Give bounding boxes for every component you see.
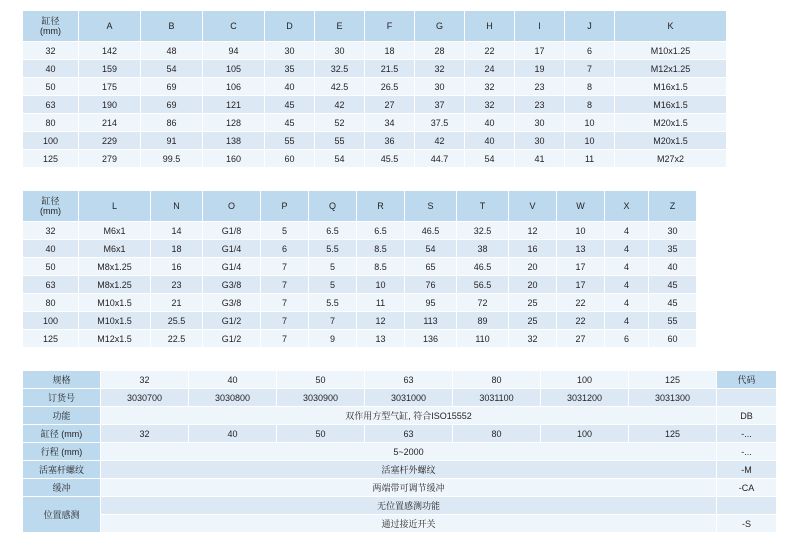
- stroke-value: 5~2000: [101, 443, 717, 461]
- cell: 10: [557, 222, 605, 240]
- cell: 17: [515, 42, 565, 60]
- cell: M10x1.5: [79, 312, 151, 330]
- cell: 6: [261, 240, 309, 258]
- cell: 34: [365, 114, 415, 132]
- cell: 8.5: [357, 258, 405, 276]
- cell: 80: [23, 294, 79, 312]
- cell: 3031100: [453, 389, 541, 407]
- cell: M12x1.5: [79, 330, 151, 348]
- cell: 7: [565, 60, 615, 78]
- table-row: [23, 96, 727, 114]
- table2-header-W: W: [557, 191, 605, 222]
- cell: 3030900: [277, 389, 365, 407]
- cushion-label: 缓冲: [23, 479, 101, 497]
- cell: 23: [515, 96, 565, 114]
- cell: 45: [649, 276, 697, 294]
- table-row: [23, 294, 697, 312]
- cell: 13: [357, 330, 405, 348]
- cell: 22: [557, 294, 605, 312]
- table-row: [23, 312, 697, 330]
- cell: 17: [557, 258, 605, 276]
- table1-header-G: G: [415, 11, 465, 42]
- cell: 138: [203, 132, 265, 150]
- position-sensing-row-2: [23, 515, 777, 533]
- cell: G1/2: [203, 330, 261, 348]
- cell: 110: [457, 330, 509, 348]
- cell: 27: [557, 330, 605, 348]
- cell: 55: [265, 132, 315, 150]
- cell: 28: [415, 42, 465, 60]
- cell: 60: [649, 330, 697, 348]
- table-row: [23, 114, 727, 132]
- cell: 128: [203, 114, 265, 132]
- cell: 3031300: [629, 389, 717, 407]
- cell: 3031000: [365, 389, 453, 407]
- cell: 21.5: [365, 60, 415, 78]
- table2-header-bore-line1: 缸径: [41, 195, 60, 206]
- position-sensing-value-1: 无位置感测功能: [101, 497, 717, 515]
- cell: 32: [465, 96, 515, 114]
- cell: 26.5: [365, 78, 415, 96]
- cell: 30: [515, 114, 565, 132]
- cell: 125: [23, 330, 79, 348]
- cell: M27x2: [615, 150, 727, 168]
- table2-header-T: T: [457, 191, 509, 222]
- cell: 37: [415, 96, 465, 114]
- cell: 99.5: [141, 150, 203, 168]
- cell: 32: [23, 42, 79, 60]
- cell: 40: [23, 240, 79, 258]
- cell: 45: [265, 114, 315, 132]
- table-row: [23, 78, 727, 96]
- order-no-label: 订货号: [23, 389, 101, 407]
- cell: 40: [465, 132, 515, 150]
- table1-header-J: J: [565, 11, 615, 42]
- cell: 22.5: [151, 330, 203, 348]
- cell: 21: [151, 294, 203, 312]
- table2-header-N: N: [151, 191, 203, 222]
- cell: 30: [415, 78, 465, 96]
- cell: 40: [23, 60, 79, 78]
- cell: 19: [515, 60, 565, 78]
- cell: 80: [453, 371, 541, 389]
- cell: 54: [141, 60, 203, 78]
- cushion-row: [23, 479, 777, 497]
- table2-header-V: V: [509, 191, 557, 222]
- cell: 54: [465, 150, 515, 168]
- table2-header-L: L: [79, 191, 151, 222]
- function-value: 双作用方型气缸, 符合ISO15552: [101, 407, 717, 425]
- order-no-row: [23, 389, 777, 407]
- cell: 100: [23, 132, 79, 150]
- cell: 32: [509, 330, 557, 348]
- cell: 7: [309, 312, 357, 330]
- cell: 45: [649, 294, 697, 312]
- cell: M6x1: [79, 222, 151, 240]
- cell: 12: [509, 222, 557, 240]
- cell: 214: [79, 114, 141, 132]
- cell: 32: [101, 371, 189, 389]
- cell: 22: [465, 42, 515, 60]
- cell: 63: [23, 276, 79, 294]
- cell: 12: [357, 312, 405, 330]
- table1-header-bore: [23, 11, 79, 42]
- cell: 125: [629, 371, 717, 389]
- cell: 32: [23, 222, 79, 240]
- cell: 32: [101, 425, 189, 443]
- cell: 4: [605, 276, 649, 294]
- cell: 5.5: [309, 294, 357, 312]
- cell: 35: [649, 240, 697, 258]
- position-sensing-code-1: [717, 497, 777, 515]
- cell: 6: [565, 42, 615, 60]
- dimensions-table-1: [22, 10, 727, 168]
- position-sensing-value-2: 通过接近开关: [101, 515, 717, 533]
- cell: M8x1.25: [79, 276, 151, 294]
- ordering-code-table: [22, 370, 777, 533]
- cell: 91: [141, 132, 203, 150]
- cell: 7: [261, 330, 309, 348]
- cell: 52: [315, 114, 365, 132]
- cell: M10x1.5: [79, 294, 151, 312]
- cell: M6x1: [79, 240, 151, 258]
- cushion-code: -CA: [717, 479, 777, 497]
- cell: 32: [465, 78, 515, 96]
- bore-code: -...: [717, 425, 777, 443]
- cell: 5: [261, 222, 309, 240]
- datasheet-page: [0, 10, 800, 530]
- cell: 136: [405, 330, 457, 348]
- cell: 14: [151, 222, 203, 240]
- table-row: [23, 132, 727, 150]
- table1-header-H: H: [465, 11, 515, 42]
- cell: 7: [261, 294, 309, 312]
- cell: 48: [141, 42, 203, 60]
- bore-row: [23, 425, 777, 443]
- cell: 13: [557, 240, 605, 258]
- table2-header-R: R: [357, 191, 405, 222]
- stroke-code: -...: [717, 443, 777, 461]
- cell: 18: [151, 240, 203, 258]
- cell: 54: [315, 150, 365, 168]
- table1-header-D: D: [265, 11, 315, 42]
- code-header: 代码: [717, 371, 777, 389]
- table2-header-row: [23, 191, 697, 222]
- cell: 159: [79, 60, 141, 78]
- cell: 20: [509, 276, 557, 294]
- cell: 50: [23, 258, 79, 276]
- cell: 37.5: [415, 114, 465, 132]
- cell: 3030800: [189, 389, 277, 407]
- stroke-row: [23, 443, 777, 461]
- cell: 55: [649, 312, 697, 330]
- position-sensing-label: 位置感测: [23, 497, 101, 533]
- cell: 100: [23, 312, 79, 330]
- cell: 32.5: [315, 60, 365, 78]
- cell: 16: [151, 258, 203, 276]
- table1-header-I: I: [515, 11, 565, 42]
- cell: M16x1.5: [615, 96, 727, 114]
- cell: 30: [515, 132, 565, 150]
- cell: M8x1.25: [79, 258, 151, 276]
- cell: 3031200: [541, 389, 629, 407]
- table1-header-bore-line2: (mm): [40, 26, 61, 36]
- cell: 4: [605, 294, 649, 312]
- cell: 89: [457, 312, 509, 330]
- cell: 160: [203, 150, 265, 168]
- table2-header-S: S: [405, 191, 457, 222]
- bore-label: 缸径 (mm): [23, 425, 101, 443]
- cell: M16x1.5: [615, 78, 727, 96]
- cell: 25: [509, 294, 557, 312]
- cell: 63: [23, 96, 79, 114]
- cell: 17: [557, 276, 605, 294]
- cell: 100: [541, 425, 629, 443]
- cell: 46.5: [405, 222, 457, 240]
- cell: G1/4: [203, 240, 261, 258]
- table1-header-A: A: [79, 11, 141, 42]
- table2-header-X: X: [605, 191, 649, 222]
- cell: 6: [605, 330, 649, 348]
- cell: 6.5: [357, 222, 405, 240]
- table1-header-K: K: [615, 11, 727, 42]
- cell: 30: [265, 42, 315, 60]
- cell: 76: [405, 276, 457, 294]
- cell: 25.5: [151, 312, 203, 330]
- cell: 50: [23, 78, 79, 96]
- cell: M12x1.25: [615, 60, 727, 78]
- stroke-label: 行程 (mm): [23, 443, 101, 461]
- cell: 42: [315, 96, 365, 114]
- cell: 40: [265, 78, 315, 96]
- spec-row: [23, 371, 777, 389]
- cell: 36: [365, 132, 415, 150]
- cell: G3/8: [203, 276, 261, 294]
- cell: 5: [309, 258, 357, 276]
- cell: 45: [265, 96, 315, 114]
- table2-header-Q: Q: [309, 191, 357, 222]
- cell: 30: [315, 42, 365, 60]
- cell: 16: [509, 240, 557, 258]
- cell: 63: [365, 425, 453, 443]
- cell: 42.5: [315, 78, 365, 96]
- cell: 3030700: [101, 389, 189, 407]
- cell: 94: [203, 42, 265, 60]
- table1-header-E: E: [315, 11, 365, 42]
- cell: 23: [515, 78, 565, 96]
- cell: 5: [309, 276, 357, 294]
- cell: 190: [79, 96, 141, 114]
- cell: 69: [141, 78, 203, 96]
- cell: 8: [565, 78, 615, 96]
- cell: 40: [189, 371, 277, 389]
- position-sensing-code-2: -S: [717, 515, 777, 533]
- cell: 55: [315, 132, 365, 150]
- cell: 100: [541, 371, 629, 389]
- function-row: [23, 407, 777, 425]
- cell: 60: [265, 150, 315, 168]
- cell: 54: [405, 240, 457, 258]
- cell: M20x1.5: [615, 132, 727, 150]
- cell: 10: [565, 114, 615, 132]
- cell: 25: [509, 312, 557, 330]
- table-row: [23, 60, 727, 78]
- cell: 23: [151, 276, 203, 294]
- spec-label: 规格: [23, 371, 101, 389]
- cell: 106: [203, 78, 265, 96]
- table2-header-bore: [23, 191, 79, 222]
- cell: 4: [605, 240, 649, 258]
- cell: 11: [565, 150, 615, 168]
- cell: 95: [405, 294, 457, 312]
- cell: 42: [415, 132, 465, 150]
- cell: 35: [265, 60, 315, 78]
- cell: 32.5: [457, 222, 509, 240]
- cell: 4: [605, 258, 649, 276]
- cell: 10: [357, 276, 405, 294]
- cell: [717, 389, 777, 407]
- rod-thread-code: -M: [717, 461, 777, 479]
- cell: 56.5: [457, 276, 509, 294]
- cell: M10x1.25: [615, 42, 727, 60]
- cell: 8: [565, 96, 615, 114]
- table2-header-bore-line2: (mm): [40, 206, 61, 216]
- cell: 7: [261, 276, 309, 294]
- rod-thread-row: [23, 461, 777, 479]
- cell: 41: [515, 150, 565, 168]
- table1-header-bore-line1: 缸径: [41, 15, 60, 26]
- position-sensing-row-1: [23, 497, 777, 515]
- table-row: [23, 240, 697, 258]
- cell: 45.5: [365, 150, 415, 168]
- table-row: [23, 150, 727, 168]
- cell: 27: [365, 96, 415, 114]
- cell: 40: [649, 258, 697, 276]
- cell: 30: [649, 222, 697, 240]
- cell: G3/8: [203, 294, 261, 312]
- rod-thread-value: 活塞杆外螺纹: [101, 461, 717, 479]
- cell: 80: [23, 114, 79, 132]
- cell: 38: [457, 240, 509, 258]
- cell: 22: [557, 312, 605, 330]
- cell: M20x1.5: [615, 114, 727, 132]
- cell: 5.5: [309, 240, 357, 258]
- cell: 113: [405, 312, 457, 330]
- cell: G1/4: [203, 258, 261, 276]
- cell: 7: [261, 258, 309, 276]
- cell: 7: [261, 312, 309, 330]
- table1-header-row: [23, 11, 727, 42]
- cell: 9: [309, 330, 357, 348]
- cell: 63: [365, 371, 453, 389]
- cell: 4: [605, 312, 649, 330]
- cell: 11: [357, 294, 405, 312]
- table-row: [23, 258, 697, 276]
- function-code: DB: [717, 407, 777, 425]
- table-row: [23, 222, 697, 240]
- cell: 80: [453, 425, 541, 443]
- cell: 65: [405, 258, 457, 276]
- cell: 279: [79, 150, 141, 168]
- cell: 24: [465, 60, 515, 78]
- cell: G1/2: [203, 312, 261, 330]
- rod-thread-label: 活塞杆螺纹: [23, 461, 101, 479]
- cell: 40: [189, 425, 277, 443]
- cell: 32: [415, 60, 465, 78]
- cell: 121: [203, 96, 265, 114]
- table1-header-B: B: [141, 11, 203, 42]
- table-row: [23, 276, 697, 294]
- cell: 44.7: [415, 150, 465, 168]
- cell: 69: [141, 96, 203, 114]
- cell: 142: [79, 42, 141, 60]
- function-label: 功能: [23, 407, 101, 425]
- cell: 46.5: [457, 258, 509, 276]
- dimensions-table-2: [22, 190, 697, 348]
- cell: 229: [79, 132, 141, 150]
- cell: 125: [23, 150, 79, 168]
- cell: 86: [141, 114, 203, 132]
- cell: 8.5: [357, 240, 405, 258]
- cell: 18: [365, 42, 415, 60]
- table-row: [23, 42, 727, 60]
- cell: 50: [277, 371, 365, 389]
- cell: G1/8: [203, 222, 261, 240]
- cell: 105: [203, 60, 265, 78]
- table-row: [23, 330, 697, 348]
- table2-header-P: P: [261, 191, 309, 222]
- cell: 50: [277, 425, 365, 443]
- cell: 4: [605, 222, 649, 240]
- cell: 125: [629, 425, 717, 443]
- table2-header-Z: Z: [649, 191, 697, 222]
- cell: 40: [465, 114, 515, 132]
- cell: 175: [79, 78, 141, 96]
- cell: 72: [457, 294, 509, 312]
- table2-header-O: O: [203, 191, 261, 222]
- cell: 10: [565, 132, 615, 150]
- cell: 6.5: [309, 222, 357, 240]
- cell: 20: [509, 258, 557, 276]
- table1-header-C: C: [203, 11, 265, 42]
- cushion-value: 两端带可调节缓冲: [101, 479, 717, 497]
- table1-header-F: F: [365, 11, 415, 42]
